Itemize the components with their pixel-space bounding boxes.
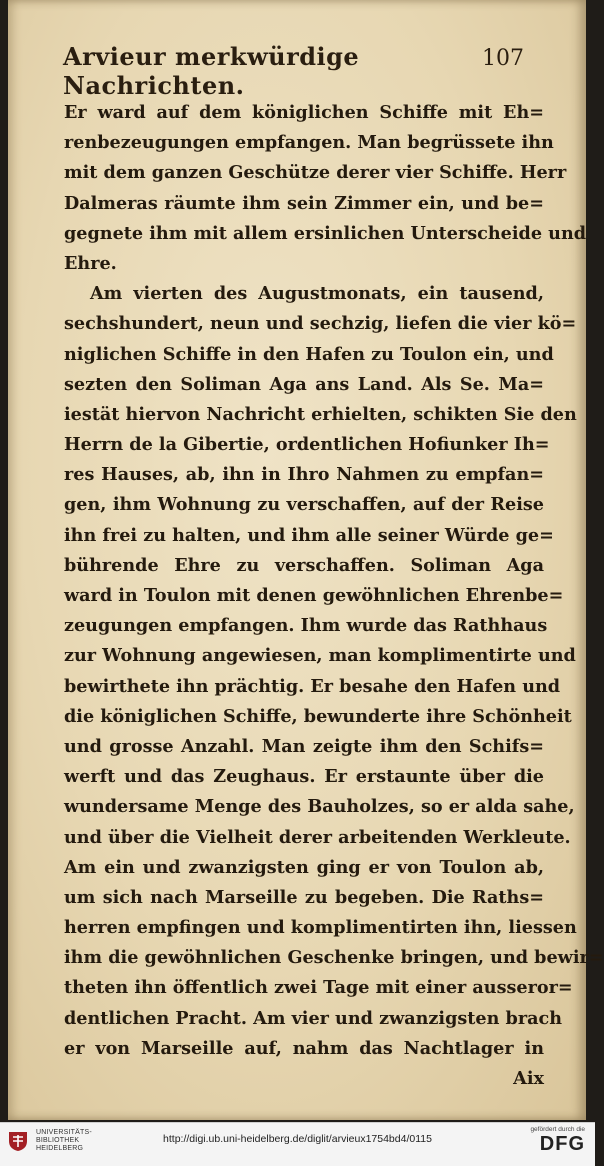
running-title: Arvieur merkwürdige Nachrichten. xyxy=(63,42,360,100)
text-line: mit dem ganzen Geschütze derer vier Schiffe. Herr xyxy=(64,162,567,184)
text-line: ward in Toulon mit denen gewöhnlichen Ehrenbe= xyxy=(64,585,564,606)
text-line: und über die Vielheit derer arbeitenden Werkleute. xyxy=(64,826,571,848)
text-line: herren empfingen und komplimentirten ihn, liessen xyxy=(64,917,577,939)
text-line: sechshundert, neun und sechzig, liefen die vier kö= xyxy=(64,313,577,335)
text-line: res Hauses, ab, ihn in Ihro Nahmen zu empfan= xyxy=(64,464,544,486)
text-line: niglichen Schiffe in den Hafen zu Toulon ein, und xyxy=(64,343,554,365)
text-line: Herrn de la Gibertie, ordentlichen Hofiunker Ih= xyxy=(64,434,550,456)
text-line: iestät hiervon Nachricht erhielten, schikten Sie den xyxy=(64,403,577,425)
text-line: dentlichen Pracht. Am vier und zwanzigsten brach xyxy=(64,1007,562,1029)
text-line: um sich nach Marseille zu begeben. Die Raths= xyxy=(64,886,544,908)
funding-caption: gefördert durch die xyxy=(530,1126,585,1133)
text-line: ihn frei zu halten, und ihm alle seiner Würde ge= xyxy=(64,524,554,546)
text-line: renbezeugungen empfangen. Man begrüssete ihn xyxy=(64,132,554,154)
funder-badge[interactable] xyxy=(530,1126,585,1155)
catchword: Aix xyxy=(513,1068,544,1089)
text-line: ihm die gewöhnlichen Geschenke bringen, und bewir= xyxy=(64,947,604,969)
text-line: Am vierten des Augustmonats, ein tausend, xyxy=(90,283,544,305)
book-page xyxy=(8,0,604,1120)
library-logo-text: UNIVERSITÄTS- BIBLIOTHEK HEIDELBERG xyxy=(36,1129,92,1152)
text-line: werft und das Zeughaus. Er erstaunte über die xyxy=(64,766,544,788)
text-line: die königlichen Schiffe, bewunderte ihre Schönheit xyxy=(64,705,572,727)
text-line: er von Marseille auf, nahm das Nachtlager in xyxy=(64,1037,544,1059)
text-line: zur Wohnung angewiesen, man komplimentirte und xyxy=(64,645,576,667)
text-line: sezten den Soliman Aga ans Land. Als Se. Ma= xyxy=(64,373,544,395)
text-line: Am ein und zwanzigsten ging er von Toulon ab, xyxy=(64,856,544,878)
text-line: Er ward auf dem königlichen Schiffe mit Eh= xyxy=(64,102,544,123)
text-line: bewirthete ihn prächtig. Er besahe den Hafen und xyxy=(64,675,561,697)
dfg-logo-icon: DFG xyxy=(539,1133,585,1155)
text-line: gen, ihm Wohnung zu verschaffen, auf der Reise xyxy=(64,494,544,516)
running-head xyxy=(63,42,524,100)
body-text xyxy=(64,98,604,1094)
page-number: 107 xyxy=(482,46,524,71)
text-line: zeugungen empfangen. Ihm wurde das Rathhaus xyxy=(64,615,548,637)
text-line: wundersame Menge des Bauholzes, so er alda sahe, xyxy=(64,796,575,818)
text-line: bührende Ehre zu verschaffen. Soliman Aga xyxy=(64,554,544,576)
text-line: und grosse Anzahl. Man zeigte ihm den Schifs= xyxy=(64,735,544,757)
viewer-footer xyxy=(0,1122,595,1166)
text-line: gegnete ihm mit allem ersinlichen Unterscheide und xyxy=(64,222,587,244)
text-line: Dalmeras räumte ihm sein Zimmer ein, und be= xyxy=(64,192,544,214)
text-line: Ehre. xyxy=(64,252,117,274)
text-line: theten ihn öffentlich zwei Tage mit einer ausseror= xyxy=(64,977,573,999)
page-url-link[interactable]: http://digi.ub.uni-heidelberg.de/diglit/arvieux1754bd4/0115 xyxy=(163,1133,432,1145)
